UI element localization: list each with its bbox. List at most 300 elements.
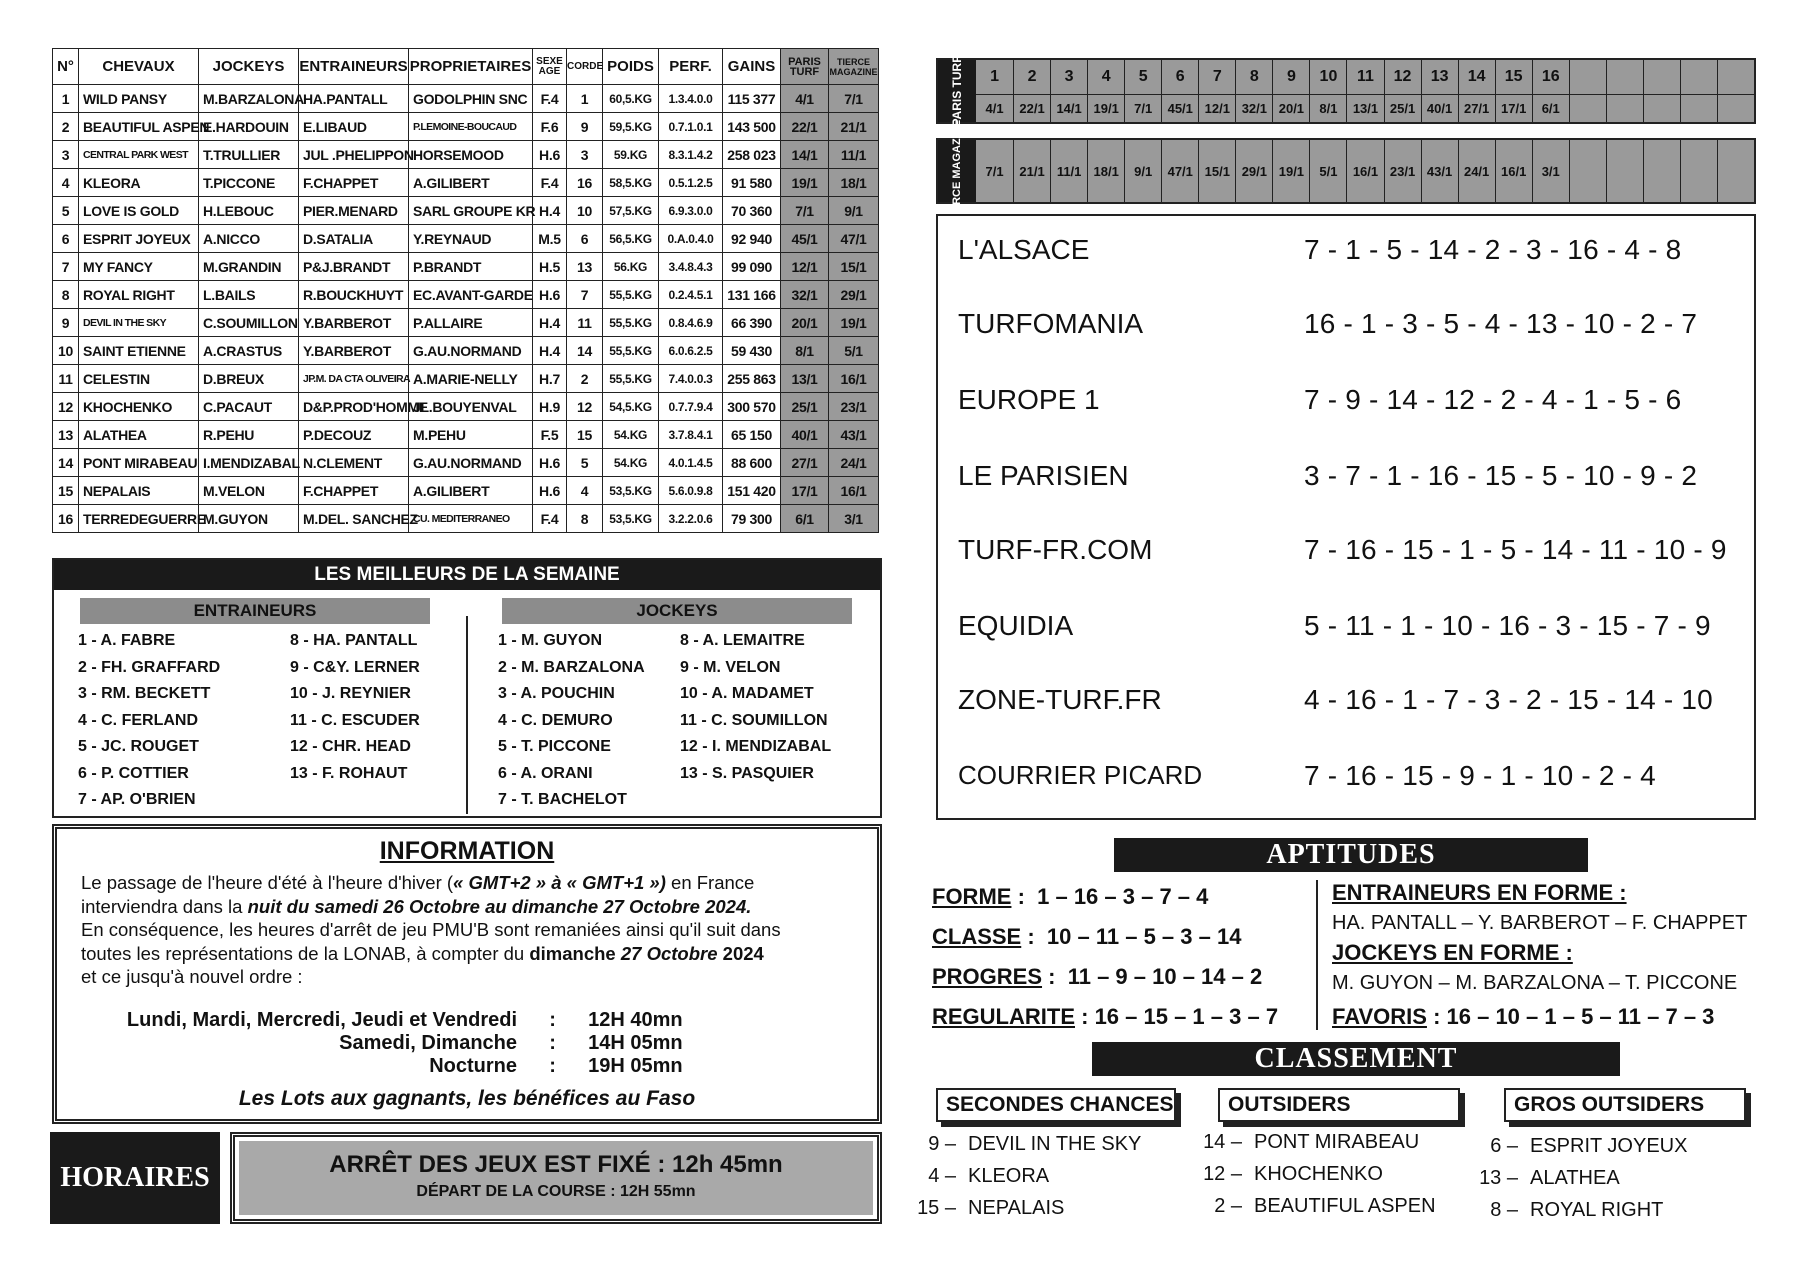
cell-perf: 4.0.1.4.5 <box>659 449 723 477</box>
ranking-horse: NEPALAIS <box>968 1197 1065 1219</box>
cell-horse: KLEORA <box>79 169 199 197</box>
jockeys-form-label: JOCKEYS EN FORME : <box>1332 940 1573 965</box>
ranking-number: 8 – <box>1490 1199 1518 1221</box>
cell-gains: 91 580 <box>723 169 781 197</box>
cell-corde: 2 <box>567 365 603 393</box>
list-item: 4 - C. DEMURO <box>498 711 613 729</box>
cell-tm: 23/1 <box>829 393 879 421</box>
cell-sex_age: H.4 <box>533 337 567 365</box>
col-poids: POIDS <box>603 49 659 85</box>
cell-pt: 14/1 <box>781 141 829 169</box>
odds-cell: 22/1 <box>1013 94 1050 122</box>
odds-cell: 25/1 <box>1384 94 1421 122</box>
schedule-weekdays: Lundi, Mardi, Mercredi, Jeudi et Vendredi : 12H 40mn <box>126 1009 683 1031</box>
cell-trainer: Y.BARBEROT <box>299 309 409 337</box>
press-pick-row <box>958 234 1744 274</box>
cell-tm: 29/1 <box>829 281 879 309</box>
cell-gains: 143 500 <box>723 113 781 141</box>
table-row <box>53 309 879 337</box>
runners-header-row <box>53 49 879 85</box>
press-source: TURFOMANIA <box>958 308 1144 339</box>
col-corde: CORDE <box>567 49 603 85</box>
odds-cell: 21/1 <box>1013 140 1050 202</box>
number-cell <box>1643 60 1680 94</box>
press-picks: 7 - 16 - 15 - 1 - 5 - 14 - 11 - 10 - 9 <box>1304 534 1727 565</box>
cell-owner: GODOLPHIN SNC <box>409 85 533 113</box>
information-title: INFORMATION <box>379 837 555 865</box>
cell-gains: 151 420 <box>723 477 781 505</box>
cell-poids: 59.KG <box>603 141 659 169</box>
cell-jockey: A.CRASTUS <box>199 337 299 365</box>
cell-poids: 55,5.KG <box>603 309 659 337</box>
table-row <box>53 169 879 197</box>
odds-cell: 47/1 <box>1161 140 1198 202</box>
odds-cell: 43/1 <box>1421 140 1458 202</box>
cell-perf: 1.3.4.0.0 <box>659 85 723 113</box>
ranking-horse: PONT MIRABEAU <box>1254 1131 1420 1153</box>
ranking-item <box>1198 1158 1436 1190</box>
ranking-number: 9 – <box>928 1133 956 1155</box>
cell-tm: 43/1 <box>829 421 879 449</box>
table-row <box>53 365 879 393</box>
cell-jockey: C.SOUMILLON <box>199 309 299 337</box>
cell-gains: 115 377 <box>723 85 781 113</box>
tierce-label: TIERCE MAGAZINE <box>938 140 976 202</box>
cell-trainer: JUL .PHELIPPON <box>299 141 409 169</box>
cell-sex_age: H.6 <box>533 449 567 477</box>
list-item: 13 - S. PASQUIER <box>680 764 814 782</box>
list-item: 8 - HA. PANTALL <box>290 632 418 649</box>
regularite-row: REGULARITE : 16 – 15 – 1 – 3 – 7 <box>932 1004 1279 1029</box>
cell-corde: 13 <box>567 253 603 281</box>
cell-owner: P.ALLAIRE <box>409 309 533 337</box>
cell-corde: 15 <box>567 421 603 449</box>
table-row <box>53 141 879 169</box>
cell-pt: 32/1 <box>781 281 829 309</box>
ranking-number: 4 – <box>928 1165 956 1187</box>
paris-turf-odds <box>936 55 1756 127</box>
cell-horse: DEVIL IN THE SKY <box>79 309 199 337</box>
cell-num: 8 <box>53 281 79 309</box>
cell-owner: P.LEMOINE-BOUCAUD <box>409 113 533 141</box>
gros-outsiders-box: GROS OUTSIDERS <box>1504 1088 1746 1122</box>
list-item: 3 - RM. BECKETT <box>78 685 211 702</box>
press-picks: 16 - 1 - 3 - 5 - 4 - 13 - 10 - 2 - 7 <box>1304 308 1698 339</box>
cell-pt: 19/1 <box>781 169 829 197</box>
press-pick-row <box>958 384 1744 424</box>
cell-owner: EC.AVANT-GARDE <box>409 281 533 309</box>
cell-corde: 3 <box>567 141 603 169</box>
cell-gains: 88 600 <box>723 449 781 477</box>
cell-pt: 17/1 <box>781 477 829 505</box>
cell-owner: Y.REYNAUD <box>409 225 533 253</box>
cell-perf: 3.7.8.4.1 <box>659 421 723 449</box>
ranking-number: 12 – <box>1203 1163 1242 1185</box>
odds-cell: 6/1 <box>1532 94 1569 122</box>
cell-trainer: HA.PANTALL <box>299 85 409 113</box>
number-cell: 14 <box>1458 60 1495 94</box>
number-cell: 5 <box>1124 60 1161 94</box>
cell-corde: 11 <box>567 309 603 337</box>
number-cell: 4 <box>1087 60 1124 94</box>
list-item: 6 - P. COTTIER <box>78 764 189 782</box>
cell-jockey: T.TRULLIER <box>199 141 299 169</box>
cell-trainer: F.CHAPPET <box>299 169 409 197</box>
cell-perf: 5.6.0.9.8 <box>659 477 723 505</box>
cell-jockey: M.VELON <box>199 477 299 505</box>
cell-poids: 54.KG <box>603 449 659 477</box>
odds-cell <box>1680 140 1717 202</box>
ranking-horse: KLEORA <box>968 1165 1050 1187</box>
list-item: 5 - T. PICCONE <box>498 738 611 755</box>
cell-perf: 7.4.0.0.3 <box>659 365 723 393</box>
cell-horse: ROYAL RIGHT <box>79 281 199 309</box>
cell-pt: 22/1 <box>781 113 829 141</box>
cell-sex_age: H.4 <box>533 309 567 337</box>
press-source: LE PARISIEN <box>958 460 1129 491</box>
cell-jockey: L.BAILS <box>199 281 299 309</box>
press-pick-row <box>958 760 1744 800</box>
cell-owner: P.BRANDT <box>409 253 533 281</box>
cell-horse: ALATHEA <box>79 421 199 449</box>
number-cell <box>1606 60 1643 94</box>
cell-trainer: D.SATALIA <box>299 225 409 253</box>
cell-tm: 16/1 <box>829 365 879 393</box>
cell-corde: 4 <box>567 477 603 505</box>
odds-cell: 19/1 <box>1087 94 1124 122</box>
outsiders-list <box>1198 1126 1436 1222</box>
cell-sex_age: H.6 <box>533 141 567 169</box>
cell-tm: 47/1 <box>829 225 879 253</box>
list-item: 11 - C. SOUMILLON <box>680 711 828 729</box>
cell-gains: 131 166 <box>723 281 781 309</box>
odds-cell: 13/1 <box>1346 94 1383 122</box>
odds-cell: 19/1 <box>1272 140 1309 202</box>
table-row <box>53 421 879 449</box>
table-row <box>53 253 879 281</box>
favoris-row: FAVORIS : 16 – 10 – 1 – 5 – 11 – 7 – 3 <box>1332 1004 1715 1029</box>
ranking-item <box>912 1192 1141 1224</box>
cell-horse: PONT MIRABEAU <box>79 449 199 477</box>
cell-pt: 12/1 <box>781 253 829 281</box>
trainers-form: HA. PANTALL – Y. BARBEROT – F. CHAPPET <box>1332 912 1748 934</box>
cell-owner: SARL GROUPE KR <box>409 197 533 225</box>
col-sex-age: SEXE AGE <box>533 49 567 85</box>
col-tierce-magazine: TIERCE MAGAZINE <box>829 49 879 85</box>
schedule-weekend: Samedi, Dimanche : 14H 05mn <box>339 1032 683 1054</box>
cell-corde: 9 <box>567 113 603 141</box>
cell-owner: A.MARIE-NELLY <box>409 365 533 393</box>
cell-corde: 1 <box>567 85 603 113</box>
cell-num: 6 <box>53 225 79 253</box>
cell-horse: CELESTIN <box>79 365 199 393</box>
number-cell: 6 <box>1161 60 1198 94</box>
cell-pt: 8/1 <box>781 337 829 365</box>
cell-sex_age: H.9 <box>533 393 567 421</box>
odds-cell: 7/1 <box>976 140 1013 202</box>
cell-gains: 59 430 <box>723 337 781 365</box>
col-num: N° <box>53 49 79 85</box>
cell-tm: 9/1 <box>829 197 879 225</box>
odds-cell: 24/1 <box>1458 140 1495 202</box>
aptitudes-divider <box>1316 880 1318 1030</box>
ranking-number: 6 – <box>1490 1135 1518 1157</box>
list-item: 9 - M. VELON <box>680 658 781 676</box>
cell-owner: A.GILIBERT <box>409 477 533 505</box>
cell-poids: 53,5.KG <box>603 505 659 533</box>
list-item: 7 - AP. O'BRIEN <box>78 791 196 808</box>
cell-sex_age: H.7 <box>533 365 567 393</box>
tierce-odds <box>936 119 1756 223</box>
ranking-horse: ALATHEA <box>1530 1167 1620 1189</box>
cell-trainer: D&P.PROD'HOMME <box>299 393 409 421</box>
cell-poids: 55,5.KG <box>603 337 659 365</box>
press-picks-panel <box>936 214 1756 820</box>
table-row <box>53 449 879 477</box>
cell-num: 4 <box>53 169 79 197</box>
cell-poids: 55,5.KG <box>603 365 659 393</box>
trainers-list-left <box>78 628 220 814</box>
press-pick-row <box>958 460 1744 500</box>
cell-trainer: P.DECOUZ <box>299 421 409 449</box>
list-item: 4 - C. FERLAND <box>78 711 198 729</box>
odds-cell <box>1643 94 1680 122</box>
cell-pt: 13/1 <box>781 365 829 393</box>
number-cell: 10 <box>1309 60 1346 94</box>
cell-horse: WILD PANSY <box>79 85 199 113</box>
ranking-horse: BEAUTIFUL ASPEN <box>1254 1195 1436 1217</box>
ranking-number: 15 – <box>917 1197 956 1219</box>
table-row <box>53 337 879 365</box>
cell-sex_age: F.5 <box>533 421 567 449</box>
cell-trainer: N.CLEMENT <box>299 449 409 477</box>
cell-corde: 12 <box>567 393 603 421</box>
number-cell: 3 <box>1050 60 1087 94</box>
cell-sex_age: F.6 <box>533 113 567 141</box>
information-panel <box>52 824 882 1124</box>
odds-cell: 4/1 <box>976 94 1013 122</box>
list-item: 9 - C&Y. LERNER <box>290 658 420 676</box>
number-cell: 7 <box>1198 60 1235 94</box>
cell-poids: 55,5.KG <box>603 281 659 309</box>
press-picks: 5 - 11 - 1 - 10 - 16 - 3 - 15 - 7 - 9 <box>1304 610 1711 641</box>
number-cell: 15 <box>1495 60 1532 94</box>
slogan: Les Lots aux gagnants, les bénéfices au Faso <box>238 1087 696 1110</box>
ranking-item <box>1474 1162 1687 1194</box>
number-cell: 1 <box>976 60 1013 94</box>
cell-poids: 60,5.KG <box>603 85 659 113</box>
cell-gains: 258 023 <box>723 141 781 169</box>
number-cell: 8 <box>1235 60 1272 94</box>
ranking-item <box>1474 1194 1687 1226</box>
cell-jockey: R.PEHU <box>199 421 299 449</box>
classe-row: CLASSE : 10 – 11 – 5 – 3 – 14 <box>932 924 1242 949</box>
cell-trainer: R.BOUCKHUYT <box>299 281 409 309</box>
odds-cell: 18/1 <box>1087 140 1124 202</box>
odds-cell: 45/1 <box>1161 94 1198 122</box>
list-item: 7 - T. BACHELOT <box>498 791 627 808</box>
odds-cell: 9/1 <box>1124 140 1161 202</box>
cell-corde: 10 <box>567 197 603 225</box>
odds-cell <box>1606 94 1643 122</box>
press-pick-row <box>958 308 1744 348</box>
cell-owner: G.AU.NORMAND <box>409 337 533 365</box>
ranking-horse: KHOCHENKO <box>1254 1163 1383 1185</box>
number-cell: 16 <box>1532 60 1569 94</box>
list-item: 13 - F. ROHAUT <box>290 764 408 782</box>
cell-corde: 6 <box>567 225 603 253</box>
list-item: 1 - M. GUYON <box>498 632 603 649</box>
cell-jockey: D.BREUX <box>199 365 299 393</box>
list-item: 10 - A. MADAMET <box>680 685 814 702</box>
best-of-week-panel <box>52 558 882 818</box>
cell-pt: 20/1 <box>781 309 829 337</box>
cell-num: 14 <box>53 449 79 477</box>
cell-gains: 92 940 <box>723 225 781 253</box>
cell-pt: 45/1 <box>781 225 829 253</box>
odds-cell: 14/1 <box>1050 94 1087 122</box>
cell-poids: 54.KG <box>603 421 659 449</box>
ranking-item <box>1198 1126 1436 1158</box>
cell-num: 7 <box>53 253 79 281</box>
cell-tm: 21/1 <box>829 113 879 141</box>
list-item: 1 - A. FABRE <box>78 632 176 649</box>
cell-tm: 7/1 <box>829 85 879 113</box>
press-picks: 3 - 7 - 1 - 16 - 15 - 5 - 10 - 9 - 2 <box>1304 460 1698 491</box>
cell-num: 9 <box>53 309 79 337</box>
cell-corde: 14 <box>567 337 603 365</box>
cell-sex_age: H.5 <box>533 253 567 281</box>
schedule-nocturne: Nocturne : 19H 05mn <box>429 1055 683 1077</box>
runners-table <box>52 48 879 533</box>
cell-tm: 5/1 <box>829 337 879 365</box>
cell-horse: TERREDEGUERRE <box>79 505 199 533</box>
cell-perf: 3.2.2.0.6 <box>659 505 723 533</box>
cell-owner: G.AU.NORMAND <box>409 449 533 477</box>
cell-poids: 56,5.KG <box>603 225 659 253</box>
gros-outsiders-list <box>1474 1130 1687 1226</box>
cell-perf: 6.9.3.0.0 <box>659 197 723 225</box>
list-item: 12 - CHR. HEAD <box>290 738 411 755</box>
cell-corde: 16 <box>567 169 603 197</box>
press-picks: 7 - 1 - 5 - 14 - 2 - 3 - 16 - 4 - 8 <box>1304 234 1682 265</box>
cell-jockey: M.GUYON <box>199 505 299 533</box>
cell-jockey: T.PICCONE <box>199 169 299 197</box>
stop-time-box <box>230 1132 882 1224</box>
number-cell: 12 <box>1384 60 1421 94</box>
cell-sex_age: F.4 <box>533 85 567 113</box>
ranking-horse: ROYAL RIGHT <box>1530 1199 1664 1221</box>
press-pick-row <box>958 610 1744 650</box>
cell-corde: 8 <box>567 505 603 533</box>
cell-corde: 7 <box>567 281 603 309</box>
cell-jockey: H.LEBOUC <box>199 197 299 225</box>
col-trainer: ENTRAINEURS <box>299 49 409 85</box>
odds-cell <box>1569 140 1606 202</box>
press-picks: 4 - 16 - 1 - 7 - 3 - 2 - 15 - 14 - 10 <box>1304 684 1713 715</box>
best-divider <box>466 616 468 814</box>
cell-trainer: PIER.MENARD <box>299 197 409 225</box>
cell-gains: 99 090 <box>723 253 781 281</box>
odds-cell: 8/1 <box>1309 94 1346 122</box>
cell-num: 12 <box>53 393 79 421</box>
table-row <box>53 505 879 533</box>
odds-cell: 5/1 <box>1309 140 1346 202</box>
cell-num: 16 <box>53 505 79 533</box>
ranking-horse: ESPRIT JOYEUX <box>1530 1135 1688 1157</box>
cell-trainer: M.DEL. SANCHEZ <box>299 505 409 533</box>
cell-trainer: JP.M. DA CTA OLIVEIRA <box>299 365 409 393</box>
forme-row: FORME : 1 – 16 – 3 – 7 – 4 <box>932 884 1209 909</box>
table-row <box>53 225 879 253</box>
cell-jockey: C.PACAUT <box>199 393 299 421</box>
ranking-item <box>912 1128 1141 1160</box>
cell-tm: 18/1 <box>829 169 879 197</box>
press-source: EQUIDIA <box>958 610 1074 641</box>
table-row <box>53 281 879 309</box>
jockeys-subheader: JOCKEYS <box>502 598 852 624</box>
cell-tm: 11/1 <box>829 141 879 169</box>
cell-perf: 0.8.4.6.9 <box>659 309 723 337</box>
secondes-chances-list <box>912 1128 1141 1224</box>
odds-cell: 40/1 <box>1421 94 1458 122</box>
ranking-item <box>1198 1190 1436 1222</box>
col-owner: PROPRIETAIRES <box>409 49 533 85</box>
cell-pt: 6/1 <box>781 505 829 533</box>
cell-poids: 53,5.KG <box>603 477 659 505</box>
odds-cell: 16/1 <box>1346 140 1383 202</box>
number-cell: 9 <box>1272 60 1309 94</box>
cell-poids: 54,5.KG <box>603 393 659 421</box>
horaires-label: HORAIRES <box>50 1132 220 1224</box>
information-text: Le passage de l'heure d'été à l'heure d'hiver (« GMT+2 » à « GMT+1 ») en France interviendra dans la nuit du samedi 26 Octobre au dimanche 27 Octobre 2024. En conséquence, les heures d'arrêt de jeu PMU'B sont remaniées ainsi qu'il suit dans toutes les représentations de la LONAB, à compter du dimanche 27 Octobre 2024 et ce jusqu'à nouvel ordre : <box>81 872 781 987</box>
progres-row: PROGRES : 11 – 9 – 10 – 14 – 2 <box>932 964 1263 989</box>
cell-horse: BEAUTIFUL ASPEN <box>79 113 199 141</box>
list-item: 8 - A. LEMAITRE <box>680 632 805 649</box>
cell-perf: 3.4.8.4.3 <box>659 253 723 281</box>
cell-jockey: A.NICCO <box>199 225 299 253</box>
cell-tm: 3/1 <box>829 505 879 533</box>
table-row <box>53 113 879 141</box>
press-source: EUROPE 1 <box>958 384 1100 415</box>
cell-gains: 79 300 <box>723 505 781 533</box>
cell-sex_age: M.5 <box>533 225 567 253</box>
cell-num: 11 <box>53 365 79 393</box>
cell-pt: 40/1 <box>781 421 829 449</box>
cell-trainer: E.LIBAUD <box>299 113 409 141</box>
odds-cell: 27/1 <box>1458 94 1495 122</box>
cell-horse: SAINT ETIENNE <box>79 337 199 365</box>
col-perf: PERF. <box>659 49 723 85</box>
list-item: 5 - JC. ROUGET <box>78 738 199 755</box>
table-row <box>53 477 879 505</box>
odds-cell <box>1643 140 1680 202</box>
ranking-number: 14 – <box>1203 1131 1242 1153</box>
cell-pt: 4/1 <box>781 85 829 113</box>
odds-cell: 20/1 <box>1272 94 1309 122</box>
odds-cell: 16/1 <box>1495 140 1532 202</box>
cell-poids: 59,5.KG <box>603 113 659 141</box>
cell-pt: 25/1 <box>781 393 829 421</box>
table-row <box>53 85 879 113</box>
press-picks: 7 - 9 - 14 - 12 - 2 - 4 - 1 - 5 - 6 <box>1304 384 1682 415</box>
ranking-number: 13 – <box>1479 1167 1518 1189</box>
cell-jockey: E.HARDOUIN <box>199 113 299 141</box>
odds-cell <box>1717 140 1754 202</box>
col-jockey: JOCKEYS <box>199 49 299 85</box>
cell-poids: 57,5.KG <box>603 197 659 225</box>
cell-poids: 58,5.KG <box>603 169 659 197</box>
